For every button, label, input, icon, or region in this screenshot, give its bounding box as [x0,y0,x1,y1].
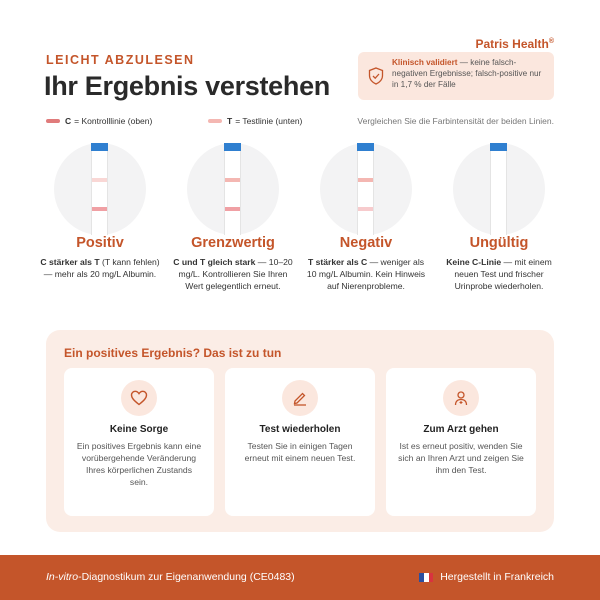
result-title-invalid: Ungültig [469,235,529,251]
c-line [358,207,373,211]
step-card-no-worry [64,368,214,516]
result-title-borderline: Grenzwertig [191,235,275,251]
result-lead: Keine C-Linie [446,257,502,267]
control-swatch [46,119,60,123]
footer-rest: -Diagnostikum zur Eigenanwendung (CE0483) [78,571,295,583]
footer-italic: In-vitro [46,571,79,583]
france-flag-icon [419,573,433,582]
page-title: Ihr Ergebnis verstehen [44,71,330,101]
legend [46,116,554,130]
step-desc: Testen Sie in einigen Tagen erneut mit einem neuen Test. [244,441,356,463]
legend-c-key: C [65,116,72,126]
heart-icon [130,390,148,406]
step-title: Test wiederholen [259,424,341,435]
shield-check-icon [368,67,384,85]
result-rest: — 10–20 mg/L. Kontrollieren Sie Ihren Wert gelegentlich erneut. [178,257,293,291]
t-line [225,178,240,182]
result-title-negative: Negativ [339,235,393,251]
t-line [92,178,107,182]
brand-name: Patris Health [475,37,549,51]
result-rest: — weniger als 10 mg/L Albumin. Kein Hinweis auf Nierenprobleme. [306,257,426,291]
footer-ivd-note [46,571,295,583]
test-strip-borderline [187,143,279,235]
result-rest: — mit einem neuen Test und frischer Urinprobe wiederholen. [454,257,552,291]
footer-origin-text: Hergestellt in Frankreich [440,571,554,583]
result-lead: C stärker als T [40,257,100,267]
result-rest: (T kann fehlen) — mehr als 20 mg/L Albumin. [43,257,160,279]
footer-origin [419,571,554,583]
result-lead: T stärker als C [307,257,368,267]
brand-registered-mark: ® [548,38,554,45]
result-desc-invalid [437,256,561,292]
icon-circle [443,380,479,416]
result-desc-borderline [171,256,295,292]
legend-control [46,116,152,126]
next-steps-panel [46,330,554,532]
validation-bold: Klinisch validiert [392,58,458,67]
result-title-positive: Positiv [76,235,124,251]
step-desc: Ist es erneut positiv, wenden Sie sich an Ihren Arzt und zeigen Sie ihm den Test. [398,441,524,475]
legend-hint: Vergleichen Sie die Farbintensität der beiden Linien. [357,116,554,126]
strip-body [357,143,374,235]
t-line [358,178,373,182]
step-title: Keine Sorge [109,424,169,435]
icon-circle [282,380,318,416]
test-strip-positive [54,143,146,235]
test-swatch [208,119,222,123]
legend-t-text: = Testlinie (unten) [235,116,303,126]
legend-t-key: T [227,116,233,126]
pencil-icon [292,390,308,406]
c-line [92,207,107,211]
strip-body [91,143,108,235]
test-strip-negative [320,143,412,235]
strip-cap [91,143,108,151]
result-desc-negative [304,256,428,292]
step-card-doctor [386,368,536,516]
validation-text: — keine falsch-negativen Ergebnisse; falsch-positive nur in 1,7 % der Fälle [392,58,542,89]
strip-body [224,143,241,235]
step-card-retest [225,368,375,516]
result-lead: C und T gleich stark [173,257,256,267]
step-desc: Ein positives Ergebnis kann eine vorübergehende Veränderung Ihres körperlichen Zustands sein. [76,441,202,487]
icon-circle [121,380,157,416]
brand-logo [475,37,554,51]
c-line [225,207,240,211]
doctor-icon [453,390,469,406]
eyebrow: LEICHT ABZULESEN [46,53,195,67]
strip-cap [490,143,507,151]
validation-badge [358,52,554,100]
legend-test [208,116,302,126]
strip-body [490,143,507,235]
strip-cap [224,143,241,151]
legend-c-text: = Kontrolllinie (oben) [74,116,153,126]
test-strip-invalid [453,143,545,235]
strip-cap [357,143,374,151]
footer [0,555,600,600]
step-title: Zum Arzt gehen [423,424,499,435]
result-desc-positive [38,256,162,280]
panel-title: Ein positives Ergebnis? Das ist zu tun [64,346,282,360]
